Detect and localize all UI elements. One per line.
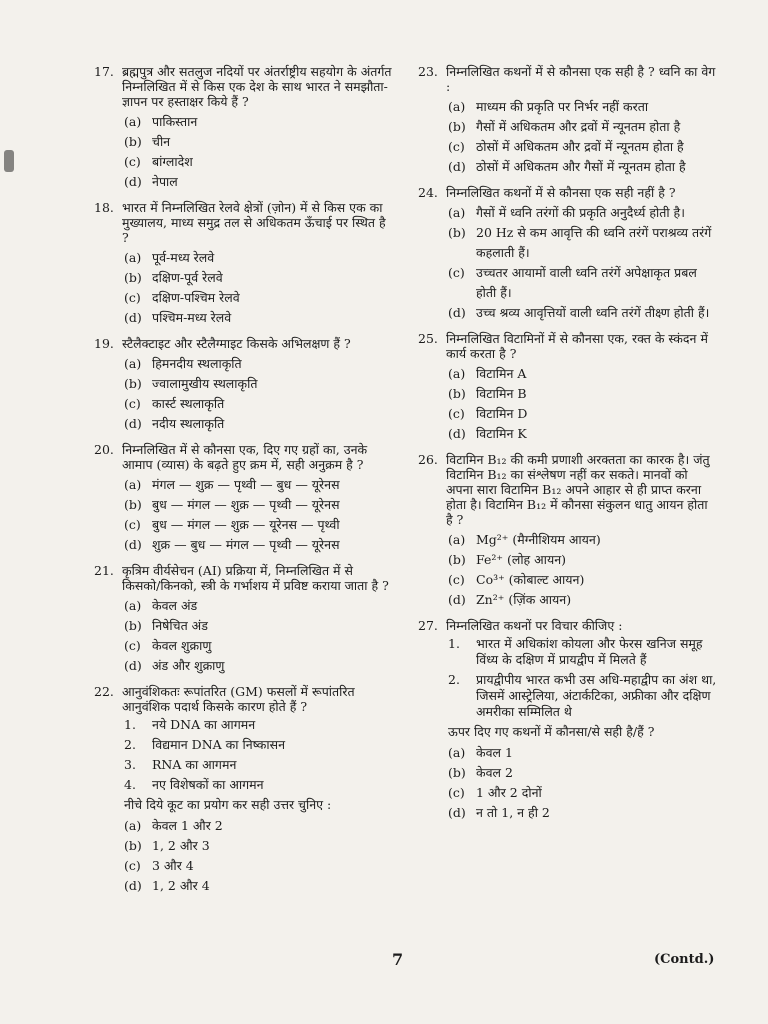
statement [124, 717, 394, 733]
question-number: 21. [94, 563, 114, 578]
option-letter: (b) [448, 386, 466, 401]
answer-option [124, 816, 394, 836]
answer-option [448, 590, 718, 610]
question-text: स्टैलैक्टाइट और स्टैलैग्माइट किसके अभिलक्षण हैं ? [122, 336, 351, 351]
answer-option [448, 424, 718, 444]
statement-list [124, 717, 394, 793]
option-text: 1, 2 और 4 [152, 878, 210, 893]
option-text: 3 और 4 [152, 858, 194, 873]
statement-text: RNA का आगमन [152, 757, 237, 772]
option-text: विटामिन B [476, 386, 527, 401]
answer-option [448, 404, 718, 424]
option-text: गैसों में अधिकतम और द्रवों में न्यूनतम होता है [476, 119, 681, 134]
option-letter: (a) [448, 99, 466, 114]
option-text: माध्यम की प्रकृति पर निर्भर नहीं करता [476, 99, 649, 114]
option-letter: (c) [124, 396, 141, 411]
option-text: नदीय स्थलाकृति [152, 416, 225, 431]
answer-option [124, 535, 394, 555]
option-text: पूर्व-मध्य रेलवे [152, 250, 215, 265]
option-list [448, 203, 718, 323]
option-letter: (c) [448, 406, 465, 421]
question-number: 24. [418, 185, 438, 200]
option-letter: (c) [124, 638, 141, 653]
option-text: विटामिन K [476, 426, 527, 441]
option-text: उच्चतर आयामों वाली ध्वनि तरंगें अपेक्षाकृत प्रबल होती हैं। [476, 265, 697, 300]
option-text: शुक्र — बुध — मंगल — पृथ्वी — यूरेनस [152, 537, 340, 552]
answer-option [124, 374, 394, 394]
answer-option [448, 157, 718, 177]
option-text: Fe²⁺ (लोह आयन) [476, 552, 567, 567]
question-stem [418, 64, 718, 94]
question-stem [94, 200, 394, 245]
answer-option [448, 137, 718, 157]
question-text: कृत्रिम वीर्यसेचन (AI) प्रक्रिया में, निम्नलिखित में से किसको/किनको, स्त्री के गर्भाशय में प्रविष्ट कराया जाता है ? [122, 563, 389, 593]
option-text: Co³⁺ (कोबाल्ट आयन) [476, 572, 585, 587]
option-text: विटामिन A [476, 366, 527, 381]
statement [448, 672, 718, 720]
option-text: मंगल — शुक्र — पृथ्वी — बुध — यूरेनस [152, 477, 340, 492]
question-stem [418, 185, 718, 200]
question-stem [418, 618, 718, 633]
statement-text: प्रायद्वीपीय भारत कभी उस अधि-महाद्वीप का अंश था, जिसमें आस्ट्रेलिया, अंटार्कटिका, अफ्रीका और दक्षिण अमरीका सम्मिलित थे [476, 672, 717, 719]
question-text: भारत में निम्नलिखित रेलवे क्षेत्रों (ज़ोन) में से किस एक का मुख्यालय, माध्य समुद्र तल से अधिकतम ऊँचाई पर स्थित है ? [122, 200, 386, 245]
option-letter: (b) [124, 838, 142, 853]
option-letter: (c) [124, 858, 141, 873]
option-text: केवल 2 [476, 765, 513, 780]
question-number: 19. [94, 336, 114, 351]
statement [124, 737, 394, 753]
option-list [448, 743, 718, 823]
answer-option [448, 763, 718, 783]
option-list [124, 596, 394, 676]
answer-option [124, 268, 394, 288]
option-text: Mg²⁺ (मैग्नीशियम आयन) [476, 532, 601, 547]
option-list [448, 530, 718, 610]
question-number: 18. [94, 200, 114, 215]
answer-option [448, 384, 718, 404]
question [94, 442, 394, 555]
answer-option [124, 495, 394, 515]
option-letter: (b) [448, 552, 466, 567]
option-letter: (d) [448, 592, 466, 607]
answer-option [448, 530, 718, 550]
question-number: 17. [94, 64, 114, 79]
statement-number: 3. [124, 757, 136, 772]
option-text: बांग्लादेश [152, 154, 193, 169]
option-letter: (a) [124, 477, 142, 492]
answer-option [124, 414, 394, 434]
answer-option [448, 550, 718, 570]
option-letter: (c) [448, 785, 465, 800]
question-text: निम्नलिखित में से कौनसा एक, दिए गए ग्रहों का, उनके आमाप (व्यास) के बढ़ते हुए क्रम में, सही अनुक्रम है ? [122, 442, 368, 472]
option-list [448, 97, 718, 177]
option-letter: (c) [448, 139, 465, 154]
option-list [124, 816, 394, 896]
option-list [124, 354, 394, 434]
option-text: केवल 1 [476, 745, 513, 760]
answer-option [124, 394, 394, 414]
option-text: ठोसों में अधिकतम और द्रवों में न्यूनतम होता है [476, 139, 684, 154]
question-text: निम्नलिखित विटामिनों में से कौनसा एक, रक्त के स्कंदन में कार्य करता है ? [446, 331, 708, 361]
question [418, 185, 718, 323]
option-letter: (d) [448, 426, 466, 441]
question-text: आनुवंशिकतः रूपांतरित (GM) फसलों में रूपांतरित आनुवंशिक पदार्थ किसके कारण होते हैं ? [122, 684, 355, 714]
question [94, 64, 394, 192]
option-letter: (a) [124, 818, 142, 833]
option-text: नेपाल [152, 174, 178, 189]
question-stem [94, 563, 394, 593]
option-list [124, 112, 394, 192]
option-letter: (b) [124, 376, 142, 391]
question [418, 618, 718, 823]
question-number: 25. [418, 331, 438, 346]
option-text: Zn²⁺ (ज़िंक आयन) [476, 592, 572, 607]
question-instruction: नीचे दिये कूट का प्रयोग कर सही उत्तर चुनिए : [124, 797, 332, 812]
option-text: कार्स्ट स्थलाकृति [152, 396, 225, 411]
option-letter: (a) [448, 745, 466, 760]
answer-option [124, 836, 394, 856]
question-stem [94, 64, 394, 109]
answer-option [124, 656, 394, 676]
statement-text: नये DNA का आगमन [152, 717, 256, 732]
option-letter: (d) [124, 174, 142, 189]
question [418, 452, 718, 610]
question-stem [418, 331, 718, 361]
option-letter: (c) [124, 290, 141, 305]
statement-number: 4. [124, 777, 136, 792]
option-letter: (c) [124, 154, 141, 169]
answer-option [448, 117, 718, 137]
question [94, 563, 394, 676]
option-letter: (b) [448, 765, 466, 780]
answer-option [448, 263, 718, 303]
option-letter: (a) [124, 598, 142, 613]
option-letter: (a) [448, 366, 466, 381]
question-text: ब्रह्मपुत्र और सतलुज नदियों पर अंतर्राष्ट्रीय सहयोग के अंतर्गत निम्नलिखित में से किस एक देश के साथ भारत ने समझौता-ज्ञापन पर हस्ताक्षर किये हैं ? [122, 64, 392, 109]
question-stem [94, 684, 394, 714]
statement-number: 1. [124, 717, 136, 732]
right-column [418, 64, 718, 831]
option-letter: (a) [124, 250, 142, 265]
option-letter: (d) [124, 658, 142, 673]
option-letter: (c) [448, 265, 465, 280]
question-stem [418, 452, 718, 527]
question-instruction: ऊपर दिए गए कथनों में कौनसा/से सही है/हैं ? [448, 724, 655, 739]
answer-option [124, 475, 394, 495]
option-letter: (d) [124, 310, 142, 325]
answer-option [448, 203, 718, 223]
scan-mark [4, 150, 14, 172]
option-text: चीन [152, 134, 171, 149]
option-text: ठोसों में अधिकतम और गैसों में न्यूनतम होता है [476, 159, 686, 174]
statement [124, 757, 394, 773]
option-letter: (b) [124, 270, 142, 285]
answer-option [448, 303, 718, 323]
option-letter: (a) [124, 356, 142, 371]
answer-option [448, 783, 718, 803]
option-text: गैसों में ध्वनि तरंगों की प्रकृति अनुदैर्ध्य होती है। [476, 205, 685, 220]
page-number: 7 [392, 950, 404, 969]
statement-number: 2. [448, 672, 460, 687]
question-number: 22. [94, 684, 114, 699]
answer-option [124, 354, 394, 374]
option-letter: (d) [124, 537, 142, 552]
answer-option [124, 288, 394, 308]
option-text: हिमनदीय स्थलाकृति [152, 356, 242, 371]
question [94, 200, 394, 328]
option-list [448, 364, 718, 444]
question [94, 336, 394, 434]
option-text: न तो 1, न ही 2 [476, 805, 550, 820]
option-text: केवल शुक्राणु [152, 638, 212, 653]
statement [448, 636, 718, 668]
statement-number: 2. [124, 737, 136, 752]
statement [124, 777, 394, 793]
option-text: बुध — मंगल — शुक्र — यूरेनस — पृथ्वी [152, 517, 340, 532]
option-text: दक्षिण-पश्चिम रेलवे [152, 290, 240, 305]
option-list [124, 475, 394, 555]
question-number: 27. [418, 618, 438, 633]
answer-option [448, 743, 718, 763]
answer-option [448, 364, 718, 384]
option-text: केवल 1 और 2 [152, 818, 223, 833]
answer-option [124, 856, 394, 876]
option-letter: (b) [124, 497, 142, 512]
answer-option [448, 97, 718, 117]
question-number: 23. [418, 64, 438, 79]
option-letter: (a) [448, 205, 466, 220]
option-text: ज्वालामुखीय स्थलाकृति [152, 376, 258, 391]
answer-option [448, 570, 718, 590]
left-column [94, 64, 394, 904]
continued-label: (Contd.) [654, 952, 715, 967]
option-text: पश्चिम-मध्य रेलवे [152, 310, 232, 325]
answer-option [124, 636, 394, 656]
question-number: 26. [418, 452, 438, 467]
question-text: निम्नलिखित कथनों में से कौनसा एक सही नहीं है ? [446, 185, 676, 200]
option-letter: (d) [448, 159, 466, 174]
statement-text: नए विशेषकों का आगमन [152, 777, 264, 792]
question-stem [94, 336, 394, 351]
option-text: बुध — मंगल — शुक्र — पृथ्वी — यूरेनस [152, 497, 340, 512]
option-text: विटामिन D [476, 406, 528, 421]
answer-option [124, 596, 394, 616]
option-text: उच्च श्रव्य आवृत्तियों वाली ध्वनि तरंगें तीक्ष्ण होती हैं। [476, 305, 710, 320]
answer-option [124, 308, 394, 328]
option-text: 20 Hz से कम आवृत्ति की ध्वनि तरंगें पराश्रव्य तरंगें कहलाती हैं। [476, 225, 712, 260]
question-text: विटामिन B₁₂ की कमी प्रणाशी अरक्तता का कारक है। जंतु विटामिन B₁₂ का संश्लेषण नहीं कर सकते। मानवों को अपना सारा विटामिन B₁₂ अपने आहार से ही प्राप्त करना होता है। विटामिन B₁₂ में कौनसा संकुलन धातु आयन होता है ? [446, 452, 710, 527]
question [418, 331, 718, 444]
question-text: निम्नलिखित कथनों पर विचार कीजिए : [446, 618, 623, 633]
answer-option [124, 112, 394, 132]
question-stem [94, 442, 394, 472]
answer-option [124, 876, 394, 896]
option-letter: (b) [448, 225, 466, 240]
statement-list [448, 636, 718, 720]
option-letter: (d) [124, 416, 142, 431]
option-text: दक्षिण-पूर्व रेलवे [152, 270, 223, 285]
option-text: 1 और 2 दोनों [476, 785, 542, 800]
option-letter: (c) [448, 572, 465, 587]
answer-option [448, 223, 718, 263]
statement-number: 1. [448, 636, 460, 651]
option-letter: (b) [448, 119, 466, 134]
option-text: निषेचित अंड [152, 618, 208, 633]
option-letter: (d) [448, 305, 466, 320]
answer-option [448, 803, 718, 823]
answer-option [124, 172, 394, 192]
statement-text: भारत में अधिकांश कोयला और फेरस खनिज समूह विंध्य के दक्षिण में प्रायद्वीप में मिलते हैं [476, 636, 703, 667]
question-text: निम्नलिखित कथनों में से कौनसा एक सही है ? ध्वनि का वेग : [446, 64, 716, 94]
question [418, 64, 718, 177]
answer-option [124, 132, 394, 152]
option-letter: (c) [124, 517, 141, 532]
option-letter: (a) [448, 532, 466, 547]
option-text: 1, 2 और 3 [152, 838, 210, 853]
option-letter: (b) [124, 618, 142, 633]
option-list [124, 248, 394, 328]
option-text: पाकिस्तान [152, 114, 198, 129]
option-text: केवल अंड [152, 598, 198, 613]
option-letter: (d) [448, 805, 466, 820]
option-letter: (b) [124, 134, 142, 149]
answer-option [124, 515, 394, 535]
question-number: 20. [94, 442, 114, 457]
option-text: अंड और शुक्राणु [152, 658, 225, 673]
statement-text: विद्यमान DNA का निष्कासन [152, 737, 286, 752]
option-letter: (a) [124, 114, 142, 129]
option-letter: (d) [124, 878, 142, 893]
answer-option [124, 616, 394, 636]
answer-option [124, 248, 394, 268]
question [94, 684, 394, 896]
answer-option [124, 152, 394, 172]
